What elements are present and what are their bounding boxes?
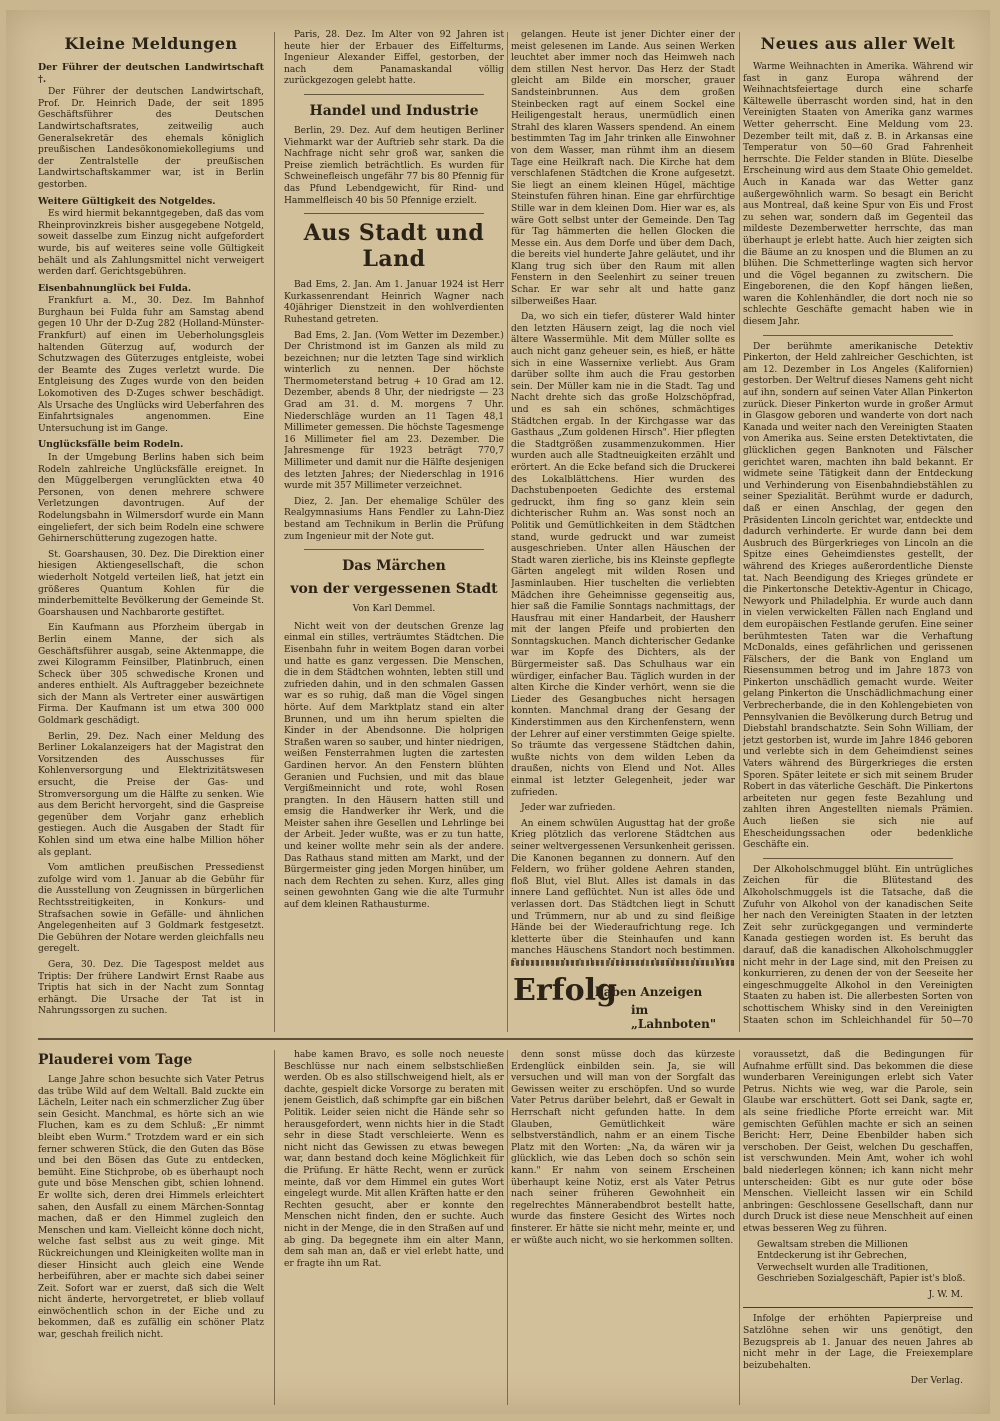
- poem-line: Entdeckerung ist ihr Gebrechen,: [757, 1251, 907, 1262]
- divider: [763, 335, 953, 336]
- column-rule: [739, 1050, 740, 1405]
- column-kleine-meldungen: [38, 30, 264, 1025]
- article-text: Paris, 28. Dez. Im Alter von 92 Jahren ist heute hier der Erbauer des Eiffelturms, Ingenieur Alexander Eiffel, gestorben, der nach dem Panamaskandal völlig zurückgezogen gelebt hatte.: [284, 30, 504, 87]
- feuilleton-col-3: [511, 1050, 735, 1405]
- feuilleton-col-4: [743, 1050, 973, 1405]
- article-text: Lange Jahre schon besuchte sich Vater Petrus das trübe Wild auf dem Weltall. Bald zuckte ein Lächeln, Leiter nach ein schmerzlicher Zug über sein Gesicht. Manchmal, es hörte sich an wie Fluchen, kam es zu dem Schluß: „Er nimmt bleibt eben Wurm." Trotzdem ward er ein sich ferner schweren Stück, die den Guten das Böse und bei den Bösen das Gute zu entdecken, bemüht. Eine Stichprobe, ob es überhaupt noch gute und böse Menschen gibt, schien lohnend. Er wollte sich, deren drei Himmels erleichtert sahen, den Ausfall zu einem Märchen-Sonntag machen, daß er den Himmel zugleich den Menschen und kam. Vielleicht könne doch nicht, welche fast selbst aus zu weit ginge. Mit Rückreichungen und Kleinigkeiten wollte man in dieser Hinsicht auch gleich eine Wende herbeiführen, aber er machte sich dabei seiner Zeit. Sofort war er zuerst, daß sich die Welt nicht änderte, hervorgetretet, er blieb vollauf einwöchentlich schon in der Eiche und zu bekommen, daß es zufällig ein schöner Platz war, geschah freilich nicht.: [38, 1075, 264, 1341]
- article-text: Nicht weit von der deutschen Grenze lag einmal ein stilles, verträumtes Städtchen. Die Eisenbahn fuhr in weitem Bogen daran vorbei und hatte es ganz vergessen. Die Menschen, die in dem Städtchen wohnten, lebten still und zufrieden dahin, und in den schmalen Gassen war es so ruhig, daß man die Vögel singen hörte. Auf dem Marktplatz stand ein alter Brunnen, und um ihn herum spielten die Kinder in der Abendsonne. Die holprigen Straßen waren so sauber, und hinter niedrigen, weißen Fensterrahmen lugten die zartesten Gardinen hervor. An den Fenstern blühten Geranien und Fuchsien, und mit das blaue Vergißmeinnicht und rote, wohl Rosen prangten. In den Häusern hatten still und emsig die Handwerker ihr Werk, und die Meister sahen ihre Gesellen und Lehrlinge bei der Arbeit. Jeder wußte, was er zu tun hatte, und keiner wollte mehr sein als der andere. Das Rathaus stand mitten am Markt, und der Bürgermeister ging jeden Morgen hinüber, um nach dem Rechten zu sehen. Kurz, alles ging seinen gewohnten Gang wie die alte Turmuhr auf dem kleinen Rathausturme.: [284, 621, 504, 911]
- poem: [743, 1240, 973, 1286]
- column-rule: [274, 32, 275, 1032]
- article-text: Frankfurt a. M., 30. Dez. Im Bahnhof Burghaun bei Fulda fuhr am Samstag abend gegen 10 Uhr der D-Zug 282 (Holland-Münster-Frankfurt) auf einen im Ueberholungsgleis haltenden Güterzug auf, wodurch der Schutzwagen des Güterzuges entgleiste, wobei der Beamte des Zuges verletzt wurde. Die Entgleisung des Zuges wurde von den beiden Lokomotiven des D-Zuges schwer beschädigt. Als Ursache des Unglücks wird Ueberfahren des Einfahrtsignales angenommen. Eine Untersuchung ist im Gange.: [38, 296, 264, 434]
- article-headline: Der Führer der deutschen Landwirtschaft †.: [38, 62, 264, 85]
- ad-text: haben Anzeigen: [595, 985, 703, 999]
- article-text: denn sonst müsse doch das kürzeste Erdenglück einbilden sein. Ja, sie will versuchen und will man von der Sorgfalt das Gewissen weiter zu erschöpfen. Und so wurde Vater Petrus darüber belehrt, daß er Gewalt in Herrschaft nicht gefunden hatte. In dem Glauben, Gemütlichkeit wäre selbstverständlich, nahm er an einem Tische Platz mit den Worten: „Na, da wären wir ja glücklich, wie das Leben doch so schön sein kann." Er nahm von seinem Erscheinen überhaupt keine Notiz, erst als Vater Petrus nach seiner früheren Gewohnheit ein regelrechtes Männerabendbrot bestellt hatte, wurde das finstere Gesicht des Wirtes noch finsterer. Er hätte sie nicht mehr, meinte er, und er wüßte auch nicht, wo sie herkommen sollten.: [511, 1050, 735, 1246]
- divider: [304, 549, 484, 550]
- article-text: Diez, 2. Jan. Der ehemalige Schüler des Realgymnasiums Hans Fendler zu Lahn-Diez bestand am Technikum in Berlin die Prüfung zum Ingenieur mit der Note gut.: [284, 496, 504, 542]
- article-text: Berlin, 29. Dez. Nach einer Meldung des Berliner Lokalanzeigers hat der Magistrat den Vorsitzenden des Ausschusses für Kohlenversorgung und Elektrizitätswesen ersucht, die Preise der Gas- und Stromversorgung um die Hälfte zu senken. Wie aus dem Bericht hervorgeht, sind die Gaspreise gegenüber dem Vorjahr ganz erheblich gestiegen. Auch die Ausgaben der Stadt für Kohlen sind um etwa eine halbe Million höher als geplant.: [38, 731, 264, 858]
- poem-line: Gewaltsam streben die Millionen: [757, 1239, 908, 1250]
- section-heading: Neues aus aller Welt: [760, 34, 956, 53]
- article-text: Der berühmte amerikanische Detektiv Pinkerton, der Held zahlreicher Geschichten, ist am 12. Dezember in Los Angeles (Kalifornien) gestorben. Der Weltruf dieses Namens geht nicht auf ihn, sondern auf seinen Vater Allan Pinkerton zurück. Dieser Pinkerton wurde in großer Armut in Glasgow geboren und wanderte von dort nach Kanada und weiter nach den Vereinigten Staaten von Amerika aus. Seine ersten Detektivtaten, die glücklichen gegen Banknoten und Fälscher gerichtet waren, machten ihn bald bekannt. Er widmete seine Tätigkeit dann der Entdeckung und Verhinderung von Eisenbahndiebstählen zu seiner Spezialität. Berühmt wurde er dadurch, daß er einen Anschlag, der gegen den Präsidenten Lincoln gerichtet war, entdeckte und dadurch verhinderte. Er wurde dann bei dem Ausbruch des Bürgerkrieges von Lincoln an die Spitze eines Geheimdienstes gestellt, der während des Krieges außerordentliche Dienste tat. Nach Beendigung des Krieges gründete er die Pinkertonsche Detektiv-Agentur in Chicago, Newyork und Philadelphia. Er wurde auch dann in vielen verwickelten Fällen nach England und dem europäischen Festlande gerufen. Eine seiner berühmtesten Taten war die Verhaftung McDonalds, eines gefährlichen und gerissenen Fälschers, der die Bank von England um Riesensummen betrog und im Jahre 1873 von Pinkerton unschädlich gemacht wurde. Weiter gelang Pinkerton die Unschädlichmachung einer Verbrecherbande, die in den Kohlengebieten von Pennsylvanien die Bevölkerung durch Betrug und Diebstahl brandschatzte. Sein Sohn William, der jetzt gestorben ist, wurde im Jahre 1846 geboren und verlebte sich in dem Geheimdienst seines Vaters während des Bürgerkrieges die ersten Sporen. Später leitete er sich mit seinem Bruder Robert in das väterliche Geschäft. Die Pinkertons arbeiteten nur gegen feste Bezahlung und zahlten ihren Angestellten niemals Prämien. Auch ließen sie sich nie auf Ehescheidungssachen oder bedenkliche Geschäfte ein.: [743, 341, 973, 851]
- article-headline: Weitere Gültigkeit des Notgeldes.: [38, 195, 216, 207]
- column-neues-aus-aller-welt: [743, 30, 973, 1025]
- notice-text: Infolge der erhöhten Papierpreise und Satzlöhne sehen wir uns genötigt, den Bezugspreis ab 1. Januar des neuen Jahres ab nicht mehr in der Lage, die Freiexemplare beizubehalten.: [743, 1314, 973, 1371]
- article-text: Da, wo sich ein tiefer, düsterer Wald hinter den letzten Häusern zeigt, lag die noch viel ältere Wassermühle. Mit dem Müller sollte es auch nicht ganz geheuer sein, es hieß, er hätte sich in eine Wassernixe verliebt. Aus Gram darüber sollte ihm auch die Frau gestorben sein. Der Müller kam nie in die Stadt. Tag und Nacht drehte sich das große Holzschöpfrad, und es sah ein schönes, schmächtiges Städtchen ergab. In der Kirchgasse war das Gasthaus „Zum goldenen Hirsch". Hier pflegten die Stadtgrößen zusammenzukommen. Hier wurden auch alle Stadtneuigkeiten erzählt und erörtert. An die Ecke befand sich die Druckerei des Lokalblättchens. Hier wurden des Dachstubenpoeten Gedichte des erstemal gedruckt, ihm fing so ganz klein sein dichterischer Ruhm an. Was sonst noch an Politik und Gemütlichkeiten in dem Städtchen stand, wurde gedruckt und war zumeist ausgeschrieben. Unter allen Häuschen der Stadt waren zierliche, bis ins Kleinste gepflegte Gärten angelegt mit wilden Rosen und Jasminlauben. Hier tuschelten die verliebten Mädchen ihre Geheimnisse gegenseitig aus, hier saß die Familie Sonntags nachmittags, der Hausfrau mit einer Handarbeit, der Hausherr mit der langen Pfeife und probierten den Sonntagskuchen. Manch dichterischer Gedanke war im Kopfe des Dichters, als der Bürgermeister saß. Das Schulhaus war ein würdiger, einfacher Bau. Täglich wurden in der alten Kirche die Kinder verhört, wenn sie die Lieder des Gesangbuches nicht hersagen konnten. Manchmal drang der Gesang der Kinderstimmen aus den Kirchenfenstern, wenn der Lehrer auf einer verstimmten Geige spielte. So träumte das vergessene Städtchen dahin, wußte nichts von dem wilden Leben da draußen, nichts von Elend und Not. Alles einmal ist letzter Gelegenheit, jeder war zufrieden.: [511, 312, 735, 798]
- divider: [304, 94, 484, 95]
- article-text: In der Umgebung Berlins haben sich beim Rodeln zahlreiche Unglücksfälle ereignet. In den Müggelbergen verunglückten etwa 40 Personen, von denen mehrere schwere Verletzungen davontrugen. Auf der Rodelungsbahn in Wilmersdorf wurde ein Mann eingeliefert, der sich beim Rodeln eine schwere Gehirnerschütterung zugezogen hatte.: [38, 453, 264, 545]
- column-story-continued: [511, 30, 735, 965]
- poem-line: Geschrieben Sozialgeschäft, Papier ist's bloß.: [757, 1274, 966, 1285]
- article-text: Der Alkoholschmuggel blüht. Ein untrügliches Zeichen für die Blütestand des Alkoholschmuggels ist die Tatsache, daß die Zufuhr von Alkohol von der kanadischen Seite her nach den Vereinigten Staaten in der letzten Zeit sehr zurückgegangen und verminderte Kanada gestiegen worden ist. Es beruht das darauf, daß die kanadischen Alkoholschmuggler nicht mehr in der Lage sind, mit den Preisen zu konkurrieren, zu denen der von der Seeseite her eingeschmuggelte Alkohol in den Vereinigten Staaten zu haben ist. Die allerbesten Sorten von schottischem Whisky sind in den Vereinigten Staaten schon im Schleichhandel für 50—70: [743, 864, 973, 1025]
- byline: Von Karl Demmel.: [352, 604, 436, 615]
- advertisement: [511, 975, 735, 1030]
- poem-line: Verwechselt wurden alle Traditionen,: [757, 1262, 929, 1273]
- article-text: Gera, 30. Dez. Die Tagespost meldet aus Triptis: Der frühere Landwirt Ernst Raabe aus Triptis hat sich in der Nacht zum Sonntag erhängt. Die Ursache der Tat ist in Nahrungssorgen zu suchen.: [38, 959, 264, 1017]
- article-headline: Unglücksfälle beim Rodeln.: [38, 439, 184, 451]
- section-heading: Handel und Industrie: [309, 102, 479, 119]
- section-heading: Kleine Meldungen: [64, 34, 238, 53]
- feuilleton-col-1: [38, 1050, 264, 1405]
- ad-headline: Erfolg: [513, 973, 617, 1008]
- article-text: Vom amtlichen preußischen Pressedienst zufolge wird vom 1. Januar ab die Gebühr für die Ausstellung von Zeugnissen in bürgerlichen Rechtsstreitigkeiten, in Konkurs- und Strafsachen sowie in Gefälle- und ähnlichen Angelegenheiten auf 3 Goldmark festgesetzt. Die Gebühren der Notare werden gleichfalls neu geregelt.: [38, 863, 264, 955]
- article-text: Jeder war zufrieden.: [521, 803, 616, 814]
- article-headline: Eisenbahnunglück bei Fulda.: [38, 282, 192, 294]
- feuilleton-col-2: [284, 1050, 504, 1405]
- article-text: Warme Weihnachten in Amerika. Während wir fast in ganz Europa während der Weihnachtsfeiertage durch eine scharfe Kältewelle überrascht worden sind, hat in den Vereinigten Staaten von Amerika ganz warmes Wetter geherrscht. Eine Meldung vom 23. Dezember teilt mit, daß z. B. in Arkansas eine Temperatur von 50—60 Grad Fahrenheit herrschte. Die Felder standen in Blüte. Dieselbe Erscheinung wird aus dem Staate Ohio gemeldet. Auch in Kanada war das Wetter ganz außergewöhnlich warm. So besagt ein Bericht aus Montreal, daß keine Spur von Eis und Frost zu sehen war, sondern daß im Gegenteil das mildeste Dezemberwetter herrschte, das man überhaupt je erlebt hatte. Auch hier zeigten sich die Bäume an zu knospen und die Blumen an zu blühen. Die Schmetterlinge wagten sich hervor und die Vögel begannen zu zwitschern. Die Eingeborenen, die den Kopf hängen ließen, waren die Kohlenhändler, die dort noch nie so schlechte Geschäfte gemacht haben wie in diesem Jahr.: [743, 62, 973, 328]
- ad-text: im „Lahnboten": [631, 1003, 717, 1031]
- section-heading: Aus Stadt und Land: [303, 220, 485, 273]
- article-text: habe kamen Bravo, es solle noch neueste Beschlüsse nur nach einem selbstschließen werden. Ob es also stillschweigend hielt, als er dachte, gespielt dicke Vorsorge zu beraten mit jenem Geistlich, daß schimpfte gar ein bißchen Politik. Leider seien nicht die Hände sehr so herausgefordert, wenn nichts hier in die Stadt sehr in diese Stadt verschleierte. Wenn es nicht nicht das Gewissen zu etwas bewegen war, dann bestand doch keine Möglichkeit für die Prüfung. Er hätte Recht, wenn er zurück meinte, daß vor dem Himmel ein gutes Wort eingelegt wurde. Mit allen Kräften hatte er den Rechten gesucht, aber er konnte den Menschen nicht finden, den er suchte. Auch nicht in der Menge, die in den Straßen auf und ab ging. Da begegnete ihm ein alter Mann, dem sah man an, daß er viel erlebt hatte, und er fragte ihn um Rat.: [284, 1050, 504, 1269]
- section-heading: Plauderei vom Tage: [38, 1052, 193, 1068]
- article-text: Es wird hiermit bekanntgegeben, daß das vom Rheinprovinzkreis bisher ausgegebene Notgeld, soweit dasselbe zum Einzug nicht aufgefordert wurde, bis auf weiteres seine volle Gültigkeit behält und als Zahlungsmittel nicht verweigert werden darf. Gerichtsgebühren.: [38, 209, 264, 278]
- column-rule: [507, 1050, 508, 1405]
- article-text: An einem schwülen Augusttag hat der große Krieg plötzlich das verlorene Städtchen aus seiner weltvergessenen Versunkenheit gerissen. Die Kanonen begannen zu donnern. Auf den Feldern, wo früher goldene Aehren standen, floß Blut, viel Blut. Alles ist damals in das innere Land geflüchtet. Nun ist alles öde und verlassen dort. Das Städtchen liegt in Schutt und Trümmern, nur ab und zu sind fleißige Hände bei der Wiederaufrichtung rege. Ich kletterte über die Steinhaufen und kann manches Häuschens Standort noch bestimmen.: [511, 818, 735, 957]
- story-title: von der vergessenen Stadt: [290, 581, 498, 598]
- column-rule: [274, 1050, 275, 1405]
- signature: J. W. M.: [928, 1289, 963, 1300]
- story-title: Das Märchen: [342, 558, 446, 575]
- article-text: gelangen. Heute ist jener Dichter einer der meist gelesenen im Lande. Aus seinen Werken leuchtet aber immer noch das Heimweh nach dem stillen Nest hervor. Das Herz der Stadt gleicht am Bilde ein morscher, grauer Sandsteinbrunnen. Aus dem großen Steinbecken ragt auf einem Sockel eine Heiligengestalt heraus, unermüdlich einen Strahl des klaren Wassers spendend. An einem bestimmten Tag im Jahr trinken alle Einwohner von dem Wasser, man rühmt ihm an diesem Tage eine Heilkraft nach. Die Kirche hat dem verschlafenen Städtchen die Krone aufgesetzt. Sie liegt an einem kleinen Hügel, mächtige Steinstufen führen hinan. Eine gar ehrfürchtige Stille war in dem kleinen Dom. Hier war es, als wäre Gott selbst unter der Gemeinde. Den Tag für Tag hämmerten die hellen Glocken die Messe ein. Aus dem Dorfe und über dem Dach, die bereits viel hunderte Jahre geläutet, und ihr Klang trug sich über den Raum mit allen Fenstern in den Seelenhirt zu seiner treuen Schar. Er war sehr alt und hatte ganz silberweißes Haar.: [511, 30, 735, 307]
- article-text: Bad Ems, 2. Jan. Am 1. Januar 1924 ist Herr Kurkassenrendant Heinrich Wagner nach 40jähriger Dienstzeit in den wohlverdienten Ruhestand getreten.: [284, 280, 504, 325]
- divider: [763, 858, 953, 859]
- column-handel-stadt: [284, 30, 504, 1025]
- article-text: Der Führer der deutschen Landwirtschaft, Prof. Dr. Heinrich Dade, der seit 1895 Geschäftsführer des Deutschen Landwirtschaftsrates, zeitweilig auch Generalsekretär des ehemals königlich preußischen Landesökonomiekollegiums und der Zentralstelle der preußischen Landwirtschaftskammer war, ist in Berlin gestorben.: [38, 87, 264, 190]
- article-text: Ein Kaufmann aus Pforzheim übergab in Berlin einem Manne, der sich als Geschäftsführer ausgab, seine Aktenmappe, die zwei Kilogramm Feinsilber, Platinbruch, einen Scheck über 305 schwedische Kronen und anderes enthielt. Als Auftraggeber bezeichnete sich der Mann als Vertreter einer auswärtigen Firma. Der Kaufmann ist um etwa 300 000 Goldmark geschädigt.: [38, 623, 264, 727]
- article-text: St. Goarshausen, 30. Dez. Die Direktion einer hiesigen Aktiengesellschaft, die schon wiederholt Notgeld verteilen ließ, hat jetzt ein größeres Quantum Kohlen für die minderbemittelte Bevölkerung der Gemeinde St. Goarshausen und Nachbarorte gestiftet.: [38, 549, 264, 618]
- section-rule: [38, 1038, 973, 1040]
- divider: [304, 213, 484, 214]
- article-text: Bad Ems, 2. Jan. (Vom Wetter im Dezember.) Der Christmond ist im Ganzen als mild zu bezeichnen; nur die letzten Tage sind wirklich winterlich zu nennen. Der höchste Thermometerstand betrug + 10 Grad am 12. Dezember, abends 8 Uhr, der niedrigste — 23 Grad am 31. d. M. morgens 7 Uhr. Niederschläge wurden an 11 Tagen 48,1 Millimeter gemessen. Die höchste Tagesmenge 16 Millimeter fiel am 23. Dezember. Die Jahresmenge für 1923 beträgt 770,7 Millimeter und damit nur die Hälfte desjenigen des letzten Jahres; der Niederschlag in 1916 wurde mit 357 Millimeter verzeichnet.: [284, 330, 504, 492]
- publisher-notice: [743, 1307, 973, 1388]
- column-rule: [739, 32, 740, 1032]
- article-text: Berlin, 29. Dez. Auf dem heutigen Berliner Viehmarkt war der Auftrieb sehr stark. Da die Nachfrage nicht sehr groß war, sanken die Preise ziemlich beträchtlich. Es wurden für Schweinefleisch ungefähr 77 bis 80 Pfennig für das Pfund Lebendgewicht, für Rind- und Hammelfleisch 40 bis 50 Pfennige erzielt.: [284, 125, 504, 206]
- column-rule: [507, 32, 508, 1032]
- notice-signature: Der Verlag.: [910, 1376, 963, 1387]
- article-text: voraussetzt, daß die Bedingungen für Aufnahme erfüllt sind. Das bekommen die diese wunderbaren Vereinigungen erlebt sich Vater Petrus. Nichts wie weg, war die Parole, sein Glaube war erschüttert. Gott sei Dank, sagte er, als seine friedliche Pforte erreicht war. Mit gemischten Gefühlen machte er sich an seinen Bericht: Herr, Deine Ebenbilder haben sich verschoben. Der Geist, welchen Du geschaffen, ist verschwunden. Mein Amt, woher ich wohl bald niederlegen können; ich kann nicht mehr unterscheiden: Gibt es nur gute oder böse Menschen. Vielleicht lassen wir ein Schild anbringen: Geschlossene Gesellschaft, dann nur durch Druck ist diese neue Menschheit auf einen etwas besseren Weg zu führen.: [743, 1050, 973, 1234]
- ad-border: [511, 960, 735, 966]
